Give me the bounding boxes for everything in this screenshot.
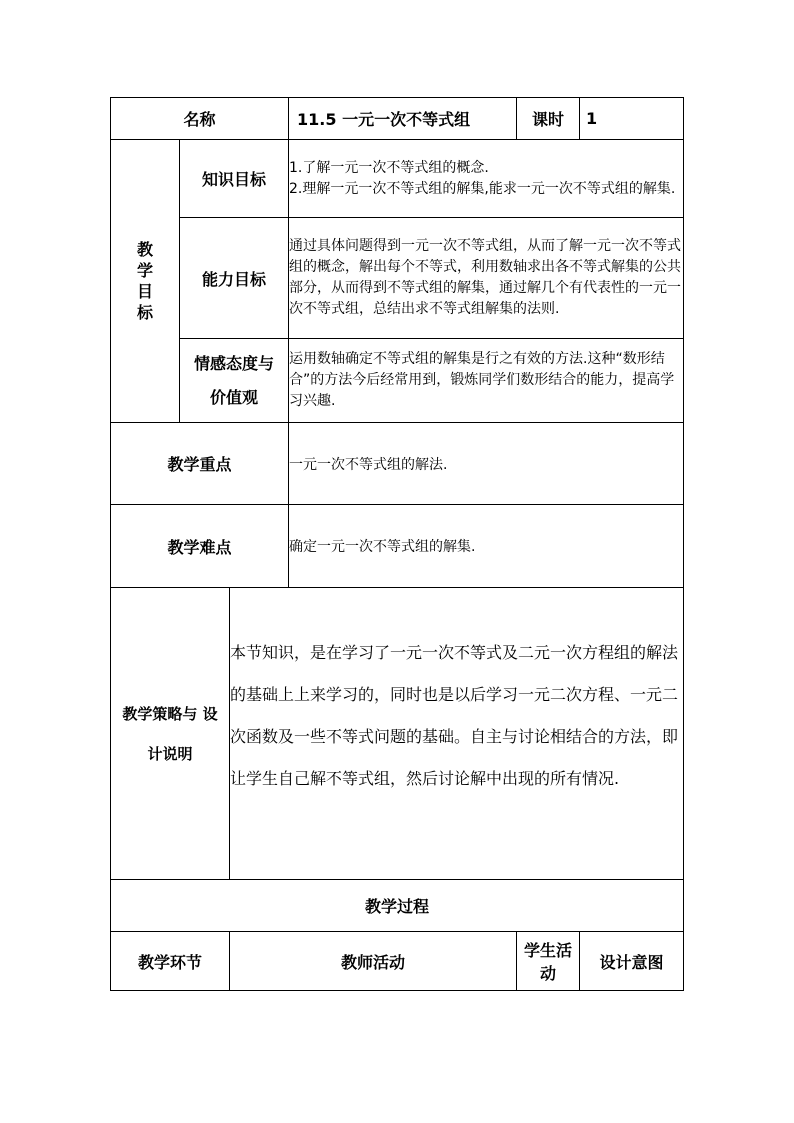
difficulty-row	[111, 505, 684, 588]
emotion-label-cell	[180, 339, 289, 423]
column-header-intent: 设计意图	[580, 932, 684, 991]
ability-text: 通过具体问题得到一元一次不等式组，从而了解一元一次不等式组的概念，解出每个不等式，利用数轴求出各不等式解集的公共部分，从而得到不等式组的解集，通过解几个有代表性的一元一次不等式组，总结出求不等式组解集的法则.	[289, 218, 684, 339]
knowledge-item: 2.理解一元一次不等式组的解集,能求一元一次不等式组的解集.	[289, 180, 676, 197]
emotion-label-line2: 价值观	[210, 387, 259, 407]
knowledge-item: 1.了解一元一次不等式组的概念.	[289, 159, 489, 176]
process-title: 教学过程	[111, 880, 684, 932]
difficulty-text: 确定一元一次不等式组的解集.	[289, 505, 684, 588]
key-point-label: 教学重点	[111, 423, 289, 505]
knowledge-text	[289, 140, 684, 218]
header-row	[111, 98, 684, 140]
emotion-label-line1: 情感态度与	[194, 353, 275, 373]
knowledge-objective-row	[111, 140, 684, 218]
lesson-plan-table	[110, 97, 684, 991]
strategy-row	[111, 588, 684, 880]
strategy-label-line2: 计说明	[147, 744, 193, 763]
emotion-objective-row	[111, 339, 684, 423]
strategy-label-cell	[111, 588, 230, 880]
process-header-row	[111, 932, 684, 991]
process-title-row	[111, 880, 684, 932]
knowledge-label: 知识目标	[180, 140, 289, 218]
column-header-student: 学生活动	[517, 932, 580, 991]
period-label: 课时	[517, 98, 580, 140]
column-header-teacher: 教师活动	[230, 932, 517, 991]
objectives-label: 教学目标	[136, 240, 153, 322]
ability-objective-row	[111, 218, 684, 339]
key-point-text: 一元一次不等式组的解法.	[289, 423, 684, 505]
objectives-label-cell	[111, 140, 180, 423]
strategy-label-line1: 教学策略与 设	[122, 704, 218, 723]
key-point-row	[111, 423, 684, 505]
emotion-text: 运用数轴确定不等式组的解集是行之有效的方法.这种“数形结合”的方法今后经常用到，锻炼同学们数形结合的能力，提高学习兴趣.	[289, 339, 684, 423]
name-label: 名称	[111, 98, 289, 140]
column-header-stage: 教学环节	[111, 932, 230, 991]
strategy-text: 本节知识，是在学习了一元一次不等式及二元一次方程组的解法的基础上上来学习的，同时也是以后学习一元二次方程、一元二次函数及一些不等式问题的基础。自主与讨论相结合的方法，即让学生自己解不等式组，然后讨论解中出现的所有情况.	[230, 588, 684, 880]
ability-label: 能力目标	[180, 218, 289, 339]
difficulty-label: 教学难点	[111, 505, 289, 588]
period-value: 1	[580, 98, 684, 140]
lesson-title: 11.5 一元一次不等式组	[289, 98, 517, 140]
